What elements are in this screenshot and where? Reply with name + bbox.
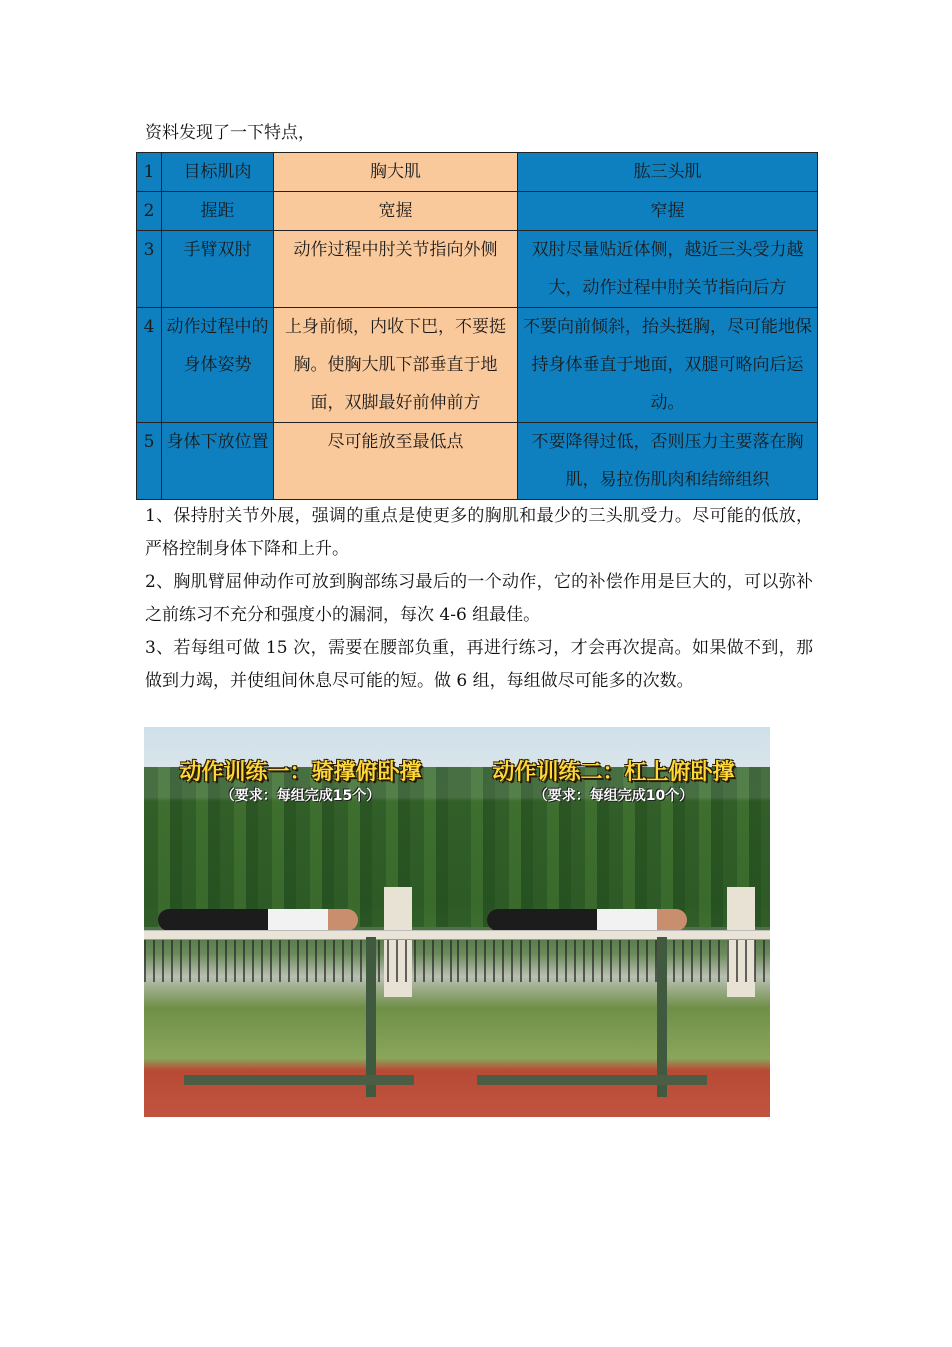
photo-title: 动作训练一：骑撑俯卧撑: [179, 760, 422, 785]
note-paragraph: 3、若每组可做 15 次，需要在腰部负重，再进行练习，才会再次提高。如果做不到，那做到力竭，并使组间休息尽可能的短。做 6 组，每组做尽可能多的次数。: [145, 638, 813, 691]
parallel-bar: [457, 930, 770, 940]
note-paragraph: 1、保持肘关节外展，强调的重点是使更多的胸肌和最少的三头肌受力。尽可能的低放，严格控制身体下降和上升。: [145, 506, 813, 559]
bar-post: [657, 937, 667, 1097]
bar-base: [184, 1075, 414, 1085]
parallel-bar: [144, 930, 457, 940]
row-label: 手臂双肘: [162, 231, 274, 308]
table-row: [137, 423, 818, 500]
bar-post: [366, 937, 376, 1097]
bar-base: [477, 1075, 707, 1085]
triceps-cell: 双肘尽量贴近体侧，越近三头受力越大，动作过程中肘关节指向后方: [518, 231, 818, 308]
photo-subtitle: （要求：每组完成15个）: [220, 788, 381, 804]
row-number: 3: [137, 231, 162, 308]
table-row: [137, 153, 818, 192]
table-row: [137, 192, 818, 231]
triceps-cell: 肱三头肌: [518, 153, 818, 192]
row-label: 身体下放位置: [162, 423, 274, 500]
note-paragraph: 2、胸肌臂屈伸动作可放到胸部练习最后的一个动作，它的补偿作用是巨大的，可以弥补之前练习不充分和强度小的漏洞，每次 4-6 组最佳。: [145, 572, 813, 625]
comparison-table: [136, 152, 818, 500]
athlete-figure: [158, 909, 358, 931]
triceps-cell: 不要向前倾斜，抬头挺胸，尽可能地保持身体垂直于地面，双腿可略向后运动。: [518, 308, 818, 423]
row-label: 目标肌肉: [162, 153, 274, 192]
chest-cell: 动作过程中肘关节指向外侧: [274, 231, 518, 308]
triceps-cell: 不要降得过低，否则压力主要落在胸肌，易拉伤肌肉和结缔组织: [518, 423, 818, 500]
row-number: 5: [137, 423, 162, 500]
chest-cell: 上身前倾，内收下巴，不要挺胸。使胸大肌下部垂直于地面，双脚最好前伸前方: [274, 308, 518, 423]
photo-title: 动作训练二：杠上俯卧撑: [492, 760, 735, 785]
row-number: 1: [137, 153, 162, 192]
photo-subtitle: （要求：每组完成10个）: [533, 788, 694, 804]
table-row: [137, 231, 818, 308]
photo-panel-straddle-pushup: [144, 727, 457, 1117]
chest-cell: 宽握: [274, 192, 518, 231]
chest-cell: 胸大肌: [274, 153, 518, 192]
row-number: 4: [137, 308, 162, 423]
row-label: 动作过程中的身体姿势: [162, 308, 274, 423]
row-label: 握距: [162, 192, 274, 231]
intro-text: 资料发现了一下特点，: [145, 123, 315, 143]
notes-section: [145, 500, 813, 698]
chest-cell: 尽可能放至最低点: [274, 423, 518, 500]
photo-panel-bar-pushup: [457, 727, 770, 1117]
athlete-figure: [487, 909, 687, 931]
triceps-cell: 窄握: [518, 192, 818, 231]
table-row: [137, 308, 818, 423]
exercise-photo: [144, 727, 770, 1117]
row-number: 2: [137, 192, 162, 231]
